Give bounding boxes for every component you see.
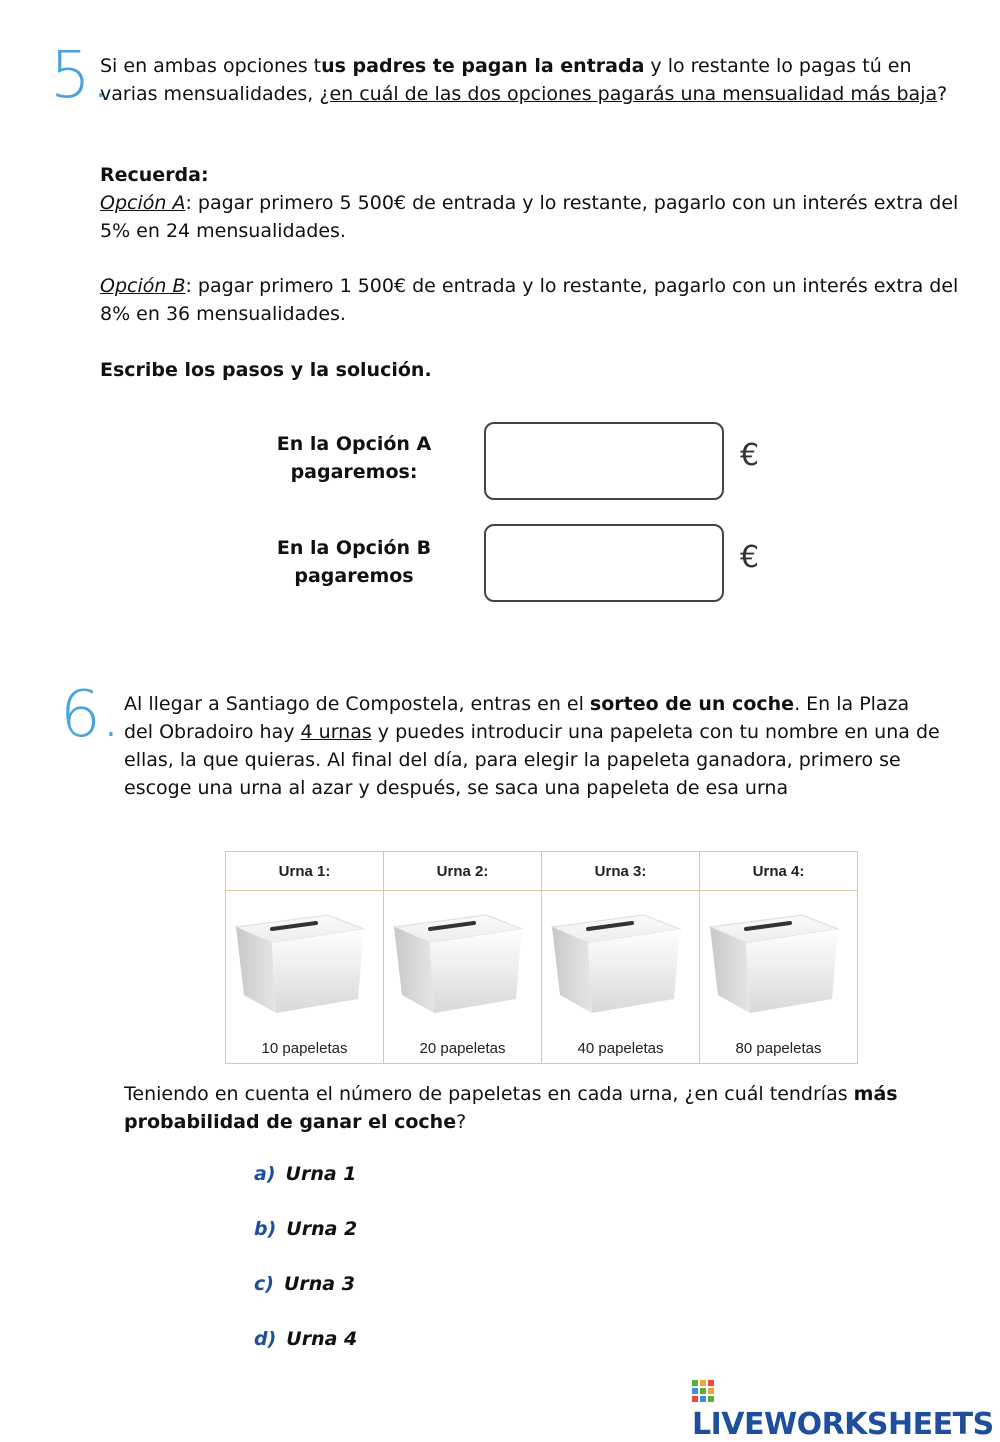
urn-cell [542, 891, 700, 1064]
urn-header: Urna 2: [384, 852, 542, 891]
answer-option-c[interactable] [254, 1273, 355, 1295]
option-letter: a) [254, 1163, 276, 1185]
question-6-intro: Al llegar a Santiago de Compostela, entras en el sorteo de un coche. En la Plaza del Obradoiro hay 4 urnas y puedes introducir una papeleta con tu nombre en una de ellas, la que quieras. Al final del día, para elegir la papeleta ganadora, primero se escoge una urna al azar y después, se saca una papeleta de esa urna [124, 693, 940, 799]
urn-cell [226, 891, 384, 1064]
liveworksheets-logo-icon [692, 1380, 714, 1402]
option-text: Urna 1 [285, 1163, 357, 1185]
question-6-prompt: Teniendo en cuenta el número de papeletas en cada urna, ¿en cuál tendrías más probabilidad de ganar el coche? [124, 1083, 898, 1133]
urn-cell [384, 891, 542, 1064]
instruction: Escribe los pasos y la solución. [100, 359, 432, 381]
urn-ballot-count: 20 papeletas [419, 1040, 506, 1057]
option-text: Urna 4 [286, 1328, 358, 1350]
urn-ballot-count: 40 papeletas [577, 1040, 664, 1057]
question-5-number: 5. [50, 39, 112, 113]
option-text: Urna 3 [283, 1273, 355, 1295]
answer-option-d[interactable] [254, 1328, 357, 1350]
urn-header: Urna 3: [542, 852, 700, 891]
urn-ballot-count: 10 papeletas [261, 1040, 348, 1057]
option-letter: d) [254, 1328, 277, 1350]
answer-option-b[interactable] [254, 1218, 357, 1240]
answer-option-a[interactable] [254, 1163, 357, 1185]
option-letter: c) [254, 1273, 274, 1295]
option-text: Urna 2 [286, 1218, 358, 1240]
option-a-description: Opción A: pagar primero 5 500€ de entrada y lo restante, pagarlo con un interés extra del 5% en 24 mensualidades. [100, 192, 959, 242]
answer-a-input[interactable] [484, 422, 724, 500]
ballot-box-icon [232, 901, 372, 1021]
urns-table [225, 851, 858, 1064]
question-5-intro: Si en ambas opciones tus padres te pagan la entrada y lo restante lo pagas tú en varias mensualidades, ¿en cuál de las dos opciones pagarás una mensualidad más baja? [100, 55, 948, 105]
answer-a-label: En la Opción A pagaremos: [276, 433, 432, 483]
answer-b-input[interactable] [484, 524, 724, 602]
question-6-number: 6. [60, 678, 122, 752]
option-b-description: Opción B: pagar primero 1 500€ de entrada y lo restante, pagarlo con un interés extra del 8% en 36 mensualidades. [100, 275, 959, 325]
urn-header: Urna 4: [700, 852, 858, 891]
ballot-box-icon [706, 901, 846, 1021]
liveworksheets-logo: LIVEWORKSHEETS [692, 1372, 1000, 1442]
ballot-box-icon [390, 901, 530, 1021]
option-letter: b) [254, 1218, 277, 1240]
answer-b-label: En la Opción B pagaremos [276, 537, 432, 587]
euro-sign-b: € [740, 540, 760, 575]
euro-sign-a: € [740, 438, 760, 473]
urn-header: Urna 1: [226, 852, 384, 891]
remember-title: Recuerda: [100, 164, 209, 186]
urn-cell [700, 891, 858, 1064]
ballot-box-icon [548, 901, 688, 1021]
urn-ballot-count: 80 papeletas [735, 1040, 822, 1057]
